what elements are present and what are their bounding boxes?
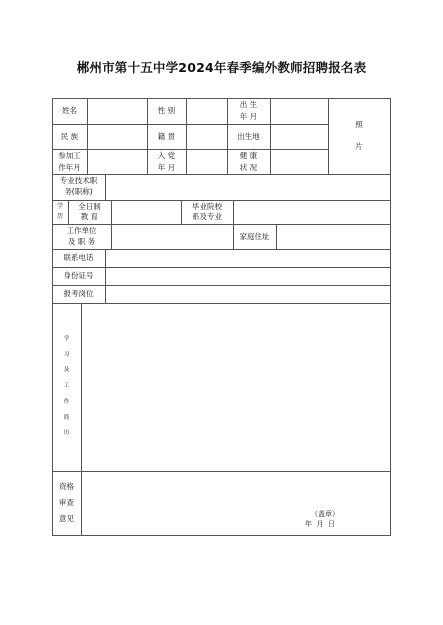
resume-field[interactable] bbox=[81, 303, 390, 471]
seal-note: （盖章） bbox=[311, 509, 339, 518]
resume-label: 学 习 及 工 作 简 历 bbox=[63, 336, 70, 437]
table-border-bottom bbox=[52, 535, 391, 536]
id-number-field[interactable] bbox=[105, 267, 390, 285]
gender-label: 性 别 bbox=[157, 106, 176, 116]
health-label: 健 康 状 况 bbox=[239, 150, 258, 172]
birth-date-label: 出 生 年 月 bbox=[239, 100, 258, 121]
photo-box[interactable]: 照 片 bbox=[328, 98, 390, 174]
phone-label: 联系电话 bbox=[63, 253, 94, 263]
name-label: 姓名 bbox=[62, 106, 77, 116]
birth-date-field[interactable] bbox=[270, 98, 328, 124]
birthplace-label: 出生地 bbox=[237, 131, 260, 141]
name-field[interactable] bbox=[87, 98, 147, 124]
gender-field[interactable] bbox=[186, 98, 227, 124]
ethnicity-label: 民 族 bbox=[60, 131, 79, 141]
qualification-review-label: 资格 审查 意见 bbox=[59, 482, 74, 523]
birthplace-field[interactable] bbox=[270, 124, 328, 149]
fulltime-education-field[interactable] bbox=[111, 200, 181, 224]
date-note: 年 月 日 bbox=[305, 519, 335, 528]
native-place-field[interactable] bbox=[186, 124, 227, 149]
photo-label: 照 bbox=[355, 120, 363, 130]
position-field[interactable] bbox=[105, 285, 390, 303]
work-start-label: 参加工 作年月 bbox=[58, 150, 81, 172]
professional-title-label: 专业技术职 务(职称) bbox=[59, 176, 98, 196]
work-start-field[interactable] bbox=[87, 149, 147, 174]
address-label: 家庭住址 bbox=[239, 231, 270, 241]
ethnicity-field[interactable] bbox=[87, 124, 147, 149]
id-number-label: 身份证号 bbox=[63, 271, 94, 281]
party-date-label: 入 党 年 月 bbox=[157, 150, 176, 172]
page-title: 郴州市第十五中学2024年春季编外教师招聘报名表 bbox=[76, 60, 367, 75]
table-border-right bbox=[390, 98, 391, 535]
fulltime-education-label: 全日制 教 育 bbox=[78, 201, 101, 221]
position-label: 报考岗位 bbox=[63, 289, 94, 299]
education-label: 学 历 bbox=[56, 202, 63, 220]
professional-title-field[interactable] bbox=[105, 174, 390, 200]
phone-field[interactable] bbox=[105, 249, 390, 267]
graduate-school-label: 毕业院校 系及专业 bbox=[192, 201, 222, 221]
graduate-school-field[interactable] bbox=[233, 200, 390, 224]
party-date-field[interactable] bbox=[186, 149, 227, 174]
health-field[interactable] bbox=[270, 149, 328, 174]
address-field[interactable] bbox=[276, 224, 390, 249]
employer-field[interactable] bbox=[111, 224, 233, 249]
native-place-label: 籍 贯 bbox=[157, 131, 176, 141]
employer-label: 工作单位 及 职 务 bbox=[66, 226, 97, 246]
